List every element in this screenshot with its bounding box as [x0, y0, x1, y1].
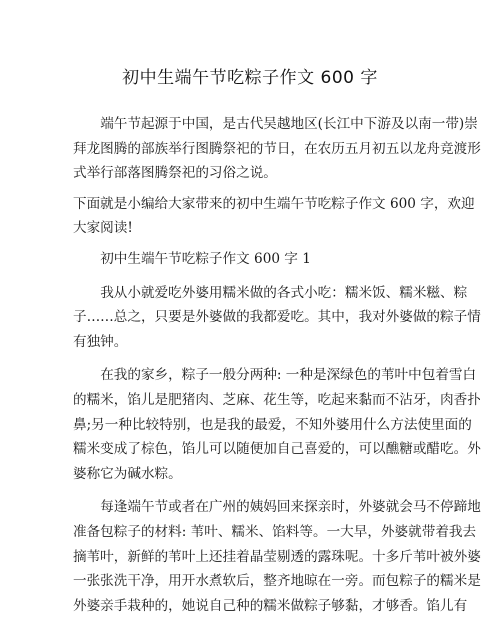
paragraph: [73, 281, 481, 355]
text-line: 外婆亲手栽种的，她说自己种的糯米做粽子够黏，才够香。馅儿有: [73, 597, 468, 614]
text-line: 摘苇叶，新鲜的苇叶上还挂着晶莹剔透的露珠呢。十多斤苇叶被外婆: [73, 548, 481, 565]
text-line: 初中生端午节吃粽子作文 600 字 1: [100, 250, 311, 267]
text-line: 鼻;另一种比较特别，也是我的最爱，不知外婆用什么方法使里面的: [73, 416, 472, 433]
text-line: 有独钟。: [73, 333, 128, 350]
text-line: 准备包粽子的材料: 苇叶、糯米、馅料等。一大早，外婆就带着我去: [73, 523, 477, 540]
text-line: 子……总之，只要是外婆做的我都爱吃。其中，我对外婆做的粽子情: [73, 309, 481, 326]
paragraph: [73, 192, 475, 241]
paragraph: [73, 495, 481, 618]
text-line: 式举行部落图腾祭祀的习俗之说。: [73, 165, 277, 182]
paragraph: [73, 247, 435, 272]
text-line: 拜龙图腾的部族举行图腾祭祀的节日，在农历五月初五以龙舟竞渡形: [73, 140, 481, 157]
text-line: 下面就是小编给大家带来的初中生端午节吃粽子作文 600 字，欢迎: [73, 195, 475, 212]
text-line: 我从小就爱吃外婆用糯米做的各式小吃：糯米饭、糯米糍、粽: [100, 284, 468, 301]
text-line: 在我的家乡，粽子一般分两种: 一种是深绿色的苇叶中包着雪白: [100, 367, 477, 384]
text-line: 每逢端午节或者在广州的姨妈回来探亲时，外婆就会马不停蹄地: [100, 499, 481, 516]
text-line: 婆称它为碱水粽。: [73, 465, 182, 482]
text-line: 的糯米，馅儿是肥猪肉、芝麻、花生等，吃起来黏而不沾牙，肉香扑: [73, 391, 481, 408]
text-line: 一张张洗干净，用开水煮软后，整齐地晾在一旁。而包粽子的糯米是: [73, 573, 481, 590]
paragraph: [73, 112, 481, 186]
document-body: [73, 112, 481, 618]
paragraph: [73, 363, 481, 486]
text-line: 端午节起源于中国，是古代吴越地区(长江中下游及以南一带)崇: [100, 116, 478, 132]
document-title: 初中生端午节吃粽子作文 600 字: [122, 68, 378, 88]
text-line: 大家阅读!: [73, 220, 133, 237]
text-line: 糯米变成了棕色，馅儿可以随便加自己喜爱的，可以醮糖或醋吃。外: [73, 441, 481, 458]
